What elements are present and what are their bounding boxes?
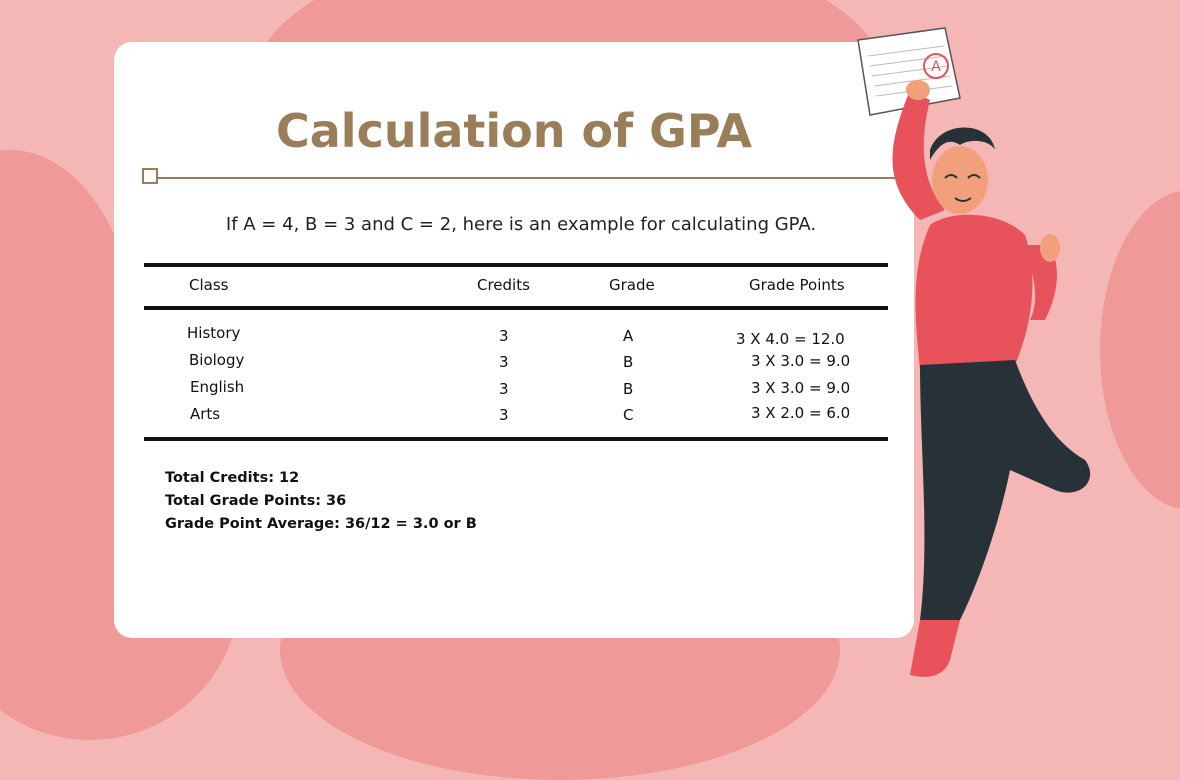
row-history-grade: A [623,327,634,345]
grade-point-average: Grade Point Average: 36/12 = 3.0 or B [165,516,477,532]
row-history-points: 3 X 4.0 = 12.0 [736,330,845,348]
row-biology-credits: 3 [499,353,509,371]
row-biology-class: Biology [189,351,245,369]
background-blob [1100,190,1180,510]
header-grade: Grade [609,276,655,294]
table-header-rule [144,306,888,310]
page-title: Calculation of GPA [276,104,752,158]
row-arts-points: 3 X 2.0 = 6.0 [751,404,851,422]
row-arts-grade: C [623,406,634,424]
student-celebrating-illustration [850,20,1110,680]
row-english-points: 3 X 3.0 = 9.0 [751,379,851,397]
row-history-class: History [187,324,241,342]
table-top-rule [144,263,888,267]
header-class: Class [189,276,229,294]
row-history-credits: 3 [499,327,509,345]
row-biology-points: 3 X 3.0 = 9.0 [751,352,851,370]
paper-grade-mark: A [931,59,941,75]
header-grade-points: Grade Points [749,276,845,294]
divider-line [158,177,918,179]
gpa-card [114,42,914,638]
row-english-credits: 3 [499,380,509,398]
divider-square [142,168,158,184]
table-bottom-rule [144,437,888,441]
row-english-grade: B [623,380,634,398]
header-credits: Credits [477,276,530,294]
total-credits: Total Credits: 12 [165,470,300,486]
row-english-class: English [190,378,245,396]
row-arts-credits: 3 [499,406,509,424]
total-grade-points: Total Grade Points: 36 [165,493,347,509]
row-biology-grade: B [623,353,634,371]
row-arts-class: Arts [190,405,221,423]
intro-text: If A = 4, B = 3 and C = 2, here is an example for calculating GPA. [225,214,817,235]
